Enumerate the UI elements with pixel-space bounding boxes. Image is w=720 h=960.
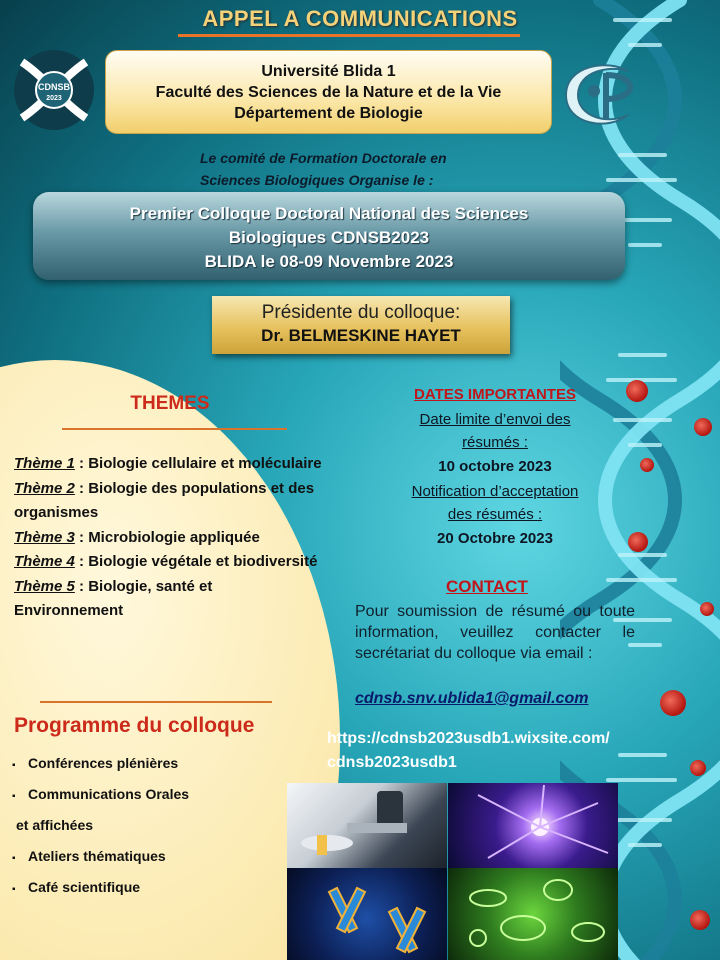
microscope-photo bbox=[287, 783, 447, 868]
title-underline bbox=[178, 34, 520, 37]
blood-cell-decoration bbox=[628, 532, 648, 552]
page-title: APPEL A COMMUNICATIONS bbox=[202, 6, 518, 31]
organiser-line-1: Le comité de Formation Doctorale en bbox=[200, 150, 447, 166]
theme-text: : Biologie végétale et biodiversité bbox=[74, 553, 318, 570]
theme-item bbox=[14, 526, 324, 551]
programme-item bbox=[12, 752, 262, 783]
theme-label: Thème 3 bbox=[14, 528, 75, 546]
notification-date: 20 Octobre 2023 bbox=[437, 530, 553, 547]
blood-cell-decoration bbox=[626, 380, 648, 402]
programme-divider bbox=[40, 701, 272, 703]
colloque-banner bbox=[33, 192, 625, 280]
programme-title: Programme du colloque bbox=[14, 714, 255, 737]
programme-item-text: Café scientifique bbox=[28, 879, 141, 895]
microorganism-photo bbox=[448, 868, 618, 960]
president-box bbox=[212, 296, 510, 354]
programme-list bbox=[12, 752, 262, 907]
colloque-title-line-2: Biologiques CDNSB2023 bbox=[228, 228, 430, 247]
deadline-date: 10 octobre 2023 bbox=[438, 458, 552, 475]
theme-text: : Microbiologie appliquée bbox=[74, 528, 260, 546]
theme-item bbox=[14, 477, 324, 526]
faculty-name: Faculté des Sciences de la Nature et de la Vie bbox=[155, 84, 502, 101]
programme-item bbox=[12, 783, 262, 814]
university-box bbox=[105, 50, 552, 134]
organiser-line-2: Sciences Biologiques Organise le : bbox=[200, 172, 434, 188]
dates-title: DATES IMPORTANTES bbox=[414, 386, 576, 403]
bullet-icon: ▪ bbox=[12, 853, 16, 864]
website-line-1[interactable]: https://cdnsb2023usdb1.wixsite.com/ bbox=[327, 730, 610, 747]
theme-item bbox=[14, 550, 324, 575]
blood-cell-decoration bbox=[690, 760, 706, 776]
chromosome-photo bbox=[287, 868, 447, 960]
theme-text: : Biologie, santé et Environnement bbox=[14, 577, 213, 619]
logo-year: 2023 bbox=[46, 95, 62, 102]
organiser-text bbox=[200, 147, 520, 191]
theme-item bbox=[14, 452, 324, 477]
theme-label: Thème 4 bbox=[14, 553, 75, 570]
bullet-icon: ▪ bbox=[12, 884, 16, 895]
programme-item-text: Communications Orales bbox=[28, 786, 190, 802]
department-name: Département de Biologie bbox=[234, 105, 423, 122]
theme-label: Thème 5 bbox=[14, 577, 75, 595]
programme-item-text: Ateliers thématiques bbox=[28, 848, 166, 864]
bullet-icon: ▪ bbox=[12, 791, 16, 802]
bullet-icon: ▪ bbox=[12, 760, 16, 771]
theme-label: Thème 2 bbox=[14, 479, 75, 497]
notification-label-1: Notification d’acceptation bbox=[411, 483, 579, 500]
contact-title: CONTACT bbox=[446, 577, 528, 596]
programme-item bbox=[12, 814, 262, 845]
university-logo bbox=[558, 55, 650, 130]
blood-cell-decoration bbox=[700, 602, 714, 616]
blood-cell-decoration bbox=[694, 418, 712, 436]
themes-list bbox=[14, 452, 324, 624]
programme-item-text: Conférences plénières bbox=[28, 755, 179, 771]
blood-cell-decoration bbox=[640, 458, 654, 472]
deadline-label-2: résumés : bbox=[462, 434, 528, 451]
programme-item-text: et affichées bbox=[16, 817, 94, 833]
themes-title: THEMES bbox=[130, 393, 210, 414]
logo-text: CDNSB bbox=[37, 82, 71, 92]
president-name: Dr. BELMESKINE HAYET bbox=[261, 326, 461, 345]
programme-item bbox=[12, 845, 262, 876]
theme-item bbox=[14, 575, 324, 624]
blood-cell-decoration bbox=[660, 690, 686, 716]
theme-text: : Biologie cellulaire et moléculaire bbox=[74, 455, 322, 472]
colloque-date: BLIDA le 08-09 Novembre 2023 bbox=[204, 252, 454, 271]
themes-divider bbox=[62, 428, 287, 430]
important-dates bbox=[364, 382, 626, 552]
theme-label: Thème 1 bbox=[14, 455, 75, 472]
deadline-label-1: Date limite d’envoi des bbox=[419, 411, 571, 428]
cdnsb-logo bbox=[12, 48, 96, 132]
website-link[interactable] bbox=[327, 727, 687, 775]
president-label: Présidente du colloque: bbox=[261, 302, 461, 323]
notification-label-2: des résumés : bbox=[447, 506, 543, 523]
contact-text: Pour soumission de résumé ou toute information, veuillez contacter le secrétariat du colloque via email : bbox=[355, 603, 635, 662]
website-line-2[interactable]: cdnsb2023usdb1 bbox=[327, 754, 457, 771]
contact-email-link[interactable]: cdnsb.snv.ublida1@gmail.com bbox=[355, 690, 589, 707]
programme-item bbox=[12, 876, 262, 907]
neuron-photo bbox=[448, 783, 618, 868]
theme-text: : Biologie des populations et des organismes bbox=[14, 479, 315, 521]
colloque-title-line-1: Premier Colloque Doctoral National des Sciences bbox=[129, 204, 529, 223]
blood-cell-decoration bbox=[690, 910, 710, 930]
university-name: Université Blida 1 bbox=[261, 63, 396, 80]
